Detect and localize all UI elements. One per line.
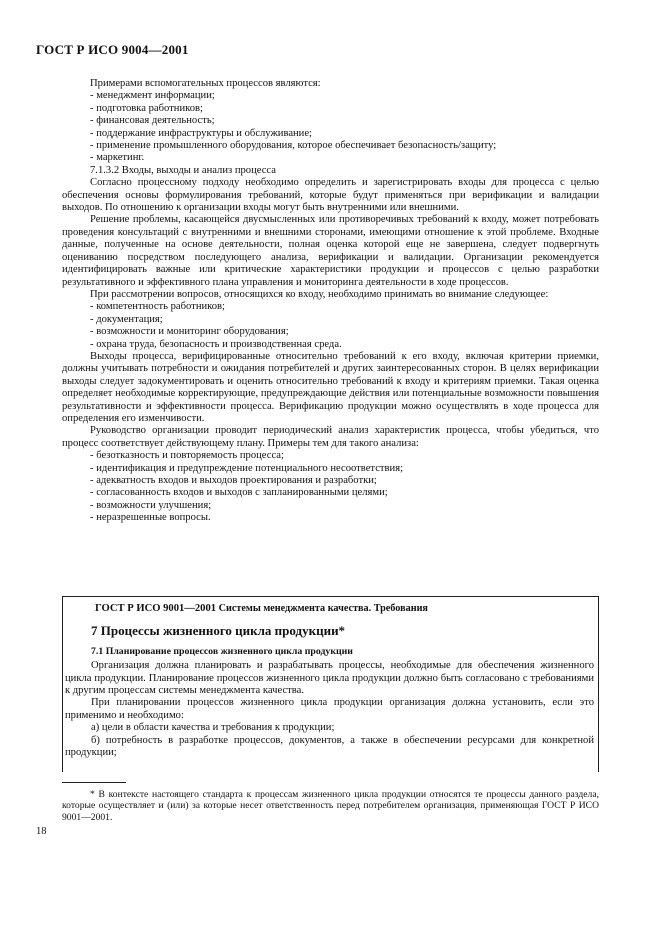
document-header: ГОСТ Р ИСО 9004—2001 [36, 42, 189, 57]
standard-code: ГОСТ Р ИСО 9001—2001 [95, 603, 217, 614]
list-item: - адекватность входов и выходов проектирования и разработки; [90, 475, 599, 487]
standard-reference [95, 603, 594, 615]
section-7-heading: 7 Процессы жизненного цикла продукции* [91, 623, 346, 639]
list-item: - возможности улучшения; [90, 500, 599, 512]
paragraph: Решение проблемы, касающейся двусмысленных или противоречивых требований к входу, может потребовать проведения консультаций с внутренними и внешними сторонами, имеющими отношение к этой проблеме. Входные данные, полученные на основе деятельности, полная оценка которой еще не завершена, следует подвергнуть оцениванию посредством последующего анализа, верификации и валидации. Организации рекомендуется идентифицировать важные или критические характеристики продукции и процессов с целью разработки результативного и эффективного плана управления и мониторинга деятельности в ходе процессов. [62, 214, 599, 288]
list-item: - менеджмент информации; [90, 90, 599, 102]
list-item-a: а) цели в области качества и требования к продукции; [91, 722, 335, 734]
paragraph: При рассмотрении вопросов, относящихся ко входу, необходимо принимать во внимание следующее: [90, 288, 549, 300]
list-item: - маркетинг. [90, 152, 599, 164]
quoted-standard-box [62, 596, 599, 772]
paragraph: Руководство организации проводит периодический анализ характеристик процесса, чтобы убедиться, что процесс соответствует действующему плану. Примеры тем для такого анализа: [62, 425, 599, 449]
list-item: - компетентность работников; [90, 301, 599, 313]
input-list [62, 301, 599, 351]
page-number: 18 [36, 826, 47, 837]
list-item: - безотказность и повторяемость процесса; [90, 450, 599, 462]
list-item: - согласованность входов и выходов с запланированными целями; [90, 487, 599, 499]
list-item: - подготовка работников; [90, 103, 599, 115]
list-item: - финансовая деятельность; [90, 115, 599, 127]
list-item: - документация; [90, 314, 599, 326]
list-item: - идентификация и предупреждение потенциального несоответствия; [90, 463, 599, 475]
list-item: - неразрешенные вопросы. [90, 512, 599, 524]
support-intro: Примерами вспомогательных процессов являются: [90, 78, 321, 89]
list-item-b: б) потребность в разработке процессов, документов, а также в обеспечении ресурсами для конкретной продукции; [65, 734, 594, 759]
footnote: * В контексте настоящего стандарта к процессам жизненного цикла продукции относятся те процессы данного раздела, которые осуществляет и (или) за которые несет ответственность перед потребителем организация, применяющая ГОСТ Р ИСО 9001—2001. [62, 789, 599, 823]
analysis-list [62, 450, 599, 524]
paragraph: Организация должна планировать и разрабатывать процессы, необходимые для обеспечения жизненного цикла продукции. Планирование процессов жизненного цикла продукции должно быть согласовано с требованиями к другим процессам системы менеджмента качества. [65, 660, 594, 697]
paragraph: Согласно процессному подходу необходимо определить и зарегистрировать входы для процесса с целью обеспечения основы формулирования требований, которые будут применяться при верификации и валидации выходов. По отношению к организации входы могут быть внутренними или внешними. [62, 177, 599, 214]
main-text [62, 78, 599, 525]
section-7-1-heading: 7.1 Планирование процессов жизненного цикла продукции [91, 645, 353, 657]
support-list [62, 90, 599, 164]
standard-title: Системы менеджмента качества. Требования [218, 603, 428, 614]
list-item: - охрана труда, безопасность и производственная среда. [90, 339, 599, 351]
section-heading: 7.1.3.2 Входы, выходы и анализ процесса [90, 164, 276, 176]
list-item: - применение промышленного оборудования, которое обеспечивает безопасность/защиту; [90, 140, 599, 152]
list-item: - возможности и мониторинг оборудования; [90, 326, 599, 338]
paragraph: При планировании процессов жизненного цикла продукции организация должна установить, если это применимо и необходимо: [65, 697, 594, 721]
paragraph: Выходы процесса, верифицированные относительно требований к его входу, включая критерии приемки, должны учитывать потребности и ожидания потребителей и других заинтересованных сторон. В целях верификации выходы следует задокументировать и оценить относительно требований к входу и критериям приемки. Такая оценка определяет необходимые корректирующие, предупреждающие действия или потенциальные возможности повышения результативности и эффективности процесса. Верификацию продукции можно осуществлять в ходе процесса для определения его изменчивости. [62, 350, 599, 424]
footnote-divider [62, 782, 126, 783]
list-item: - поддержание инфраструктуры и обслуживание; [90, 128, 599, 140]
